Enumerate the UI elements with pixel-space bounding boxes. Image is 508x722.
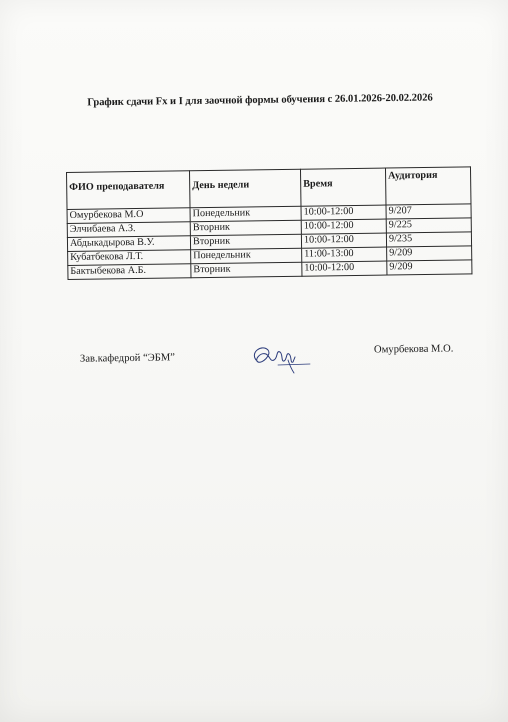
cell-room: 9/209 xyxy=(387,260,472,275)
cell-room: 9/225 xyxy=(386,218,471,233)
cell-day: Понедельник xyxy=(191,248,302,264)
position-label: Зав.кафедрой “ЭБМ” xyxy=(79,352,176,365)
cell-room: 9/207 xyxy=(386,204,471,219)
header-room: Аудитория xyxy=(385,167,471,205)
handwritten-signature xyxy=(248,340,312,374)
cell-fio: Абдыкадырова В.У. xyxy=(67,236,190,252)
cell-time: 10:00-12:00 xyxy=(301,219,386,234)
document-title: График сдачи Fx и I для заочной формы обучения с 26.01.2026-20.02.2026 xyxy=(87,92,433,109)
cell-time: 10:00-12:00 xyxy=(301,205,386,220)
signer-name: Омурбекова М.О. xyxy=(373,343,454,356)
schedule-table-wrapper xyxy=(66,166,472,280)
header-day: День недели xyxy=(189,169,301,208)
cell-fio: Кубатбекова Л.Т. xyxy=(68,250,191,266)
schedule-table xyxy=(66,166,472,280)
cell-day: Вторник xyxy=(190,234,301,250)
header-fio-label: ФИО преподавателя xyxy=(69,180,165,193)
cell-day: Вторник xyxy=(190,220,301,236)
cell-room: 9/235 xyxy=(386,232,471,247)
cell-room: 9/209 xyxy=(387,246,472,261)
cell-day: Вторник xyxy=(191,262,302,278)
cell-time: 10:00-12:00 xyxy=(302,261,387,276)
header-fio xyxy=(67,171,191,210)
cell-time: 10:00-12:00 xyxy=(301,233,386,248)
cell-time: 11:00-13:00 xyxy=(302,247,387,262)
signature-underline xyxy=(278,364,310,365)
signature-stroke-main xyxy=(254,348,295,362)
cell-fio: Омурбекова М.О xyxy=(67,208,190,224)
header-time: Время xyxy=(300,168,386,206)
table-header-row xyxy=(67,167,471,210)
cell-fio: Элчибаева А.З. xyxy=(67,222,190,238)
cell-fio: Бактыбекова А.Б. xyxy=(68,264,191,280)
cell-day: Понедельник xyxy=(190,206,301,222)
